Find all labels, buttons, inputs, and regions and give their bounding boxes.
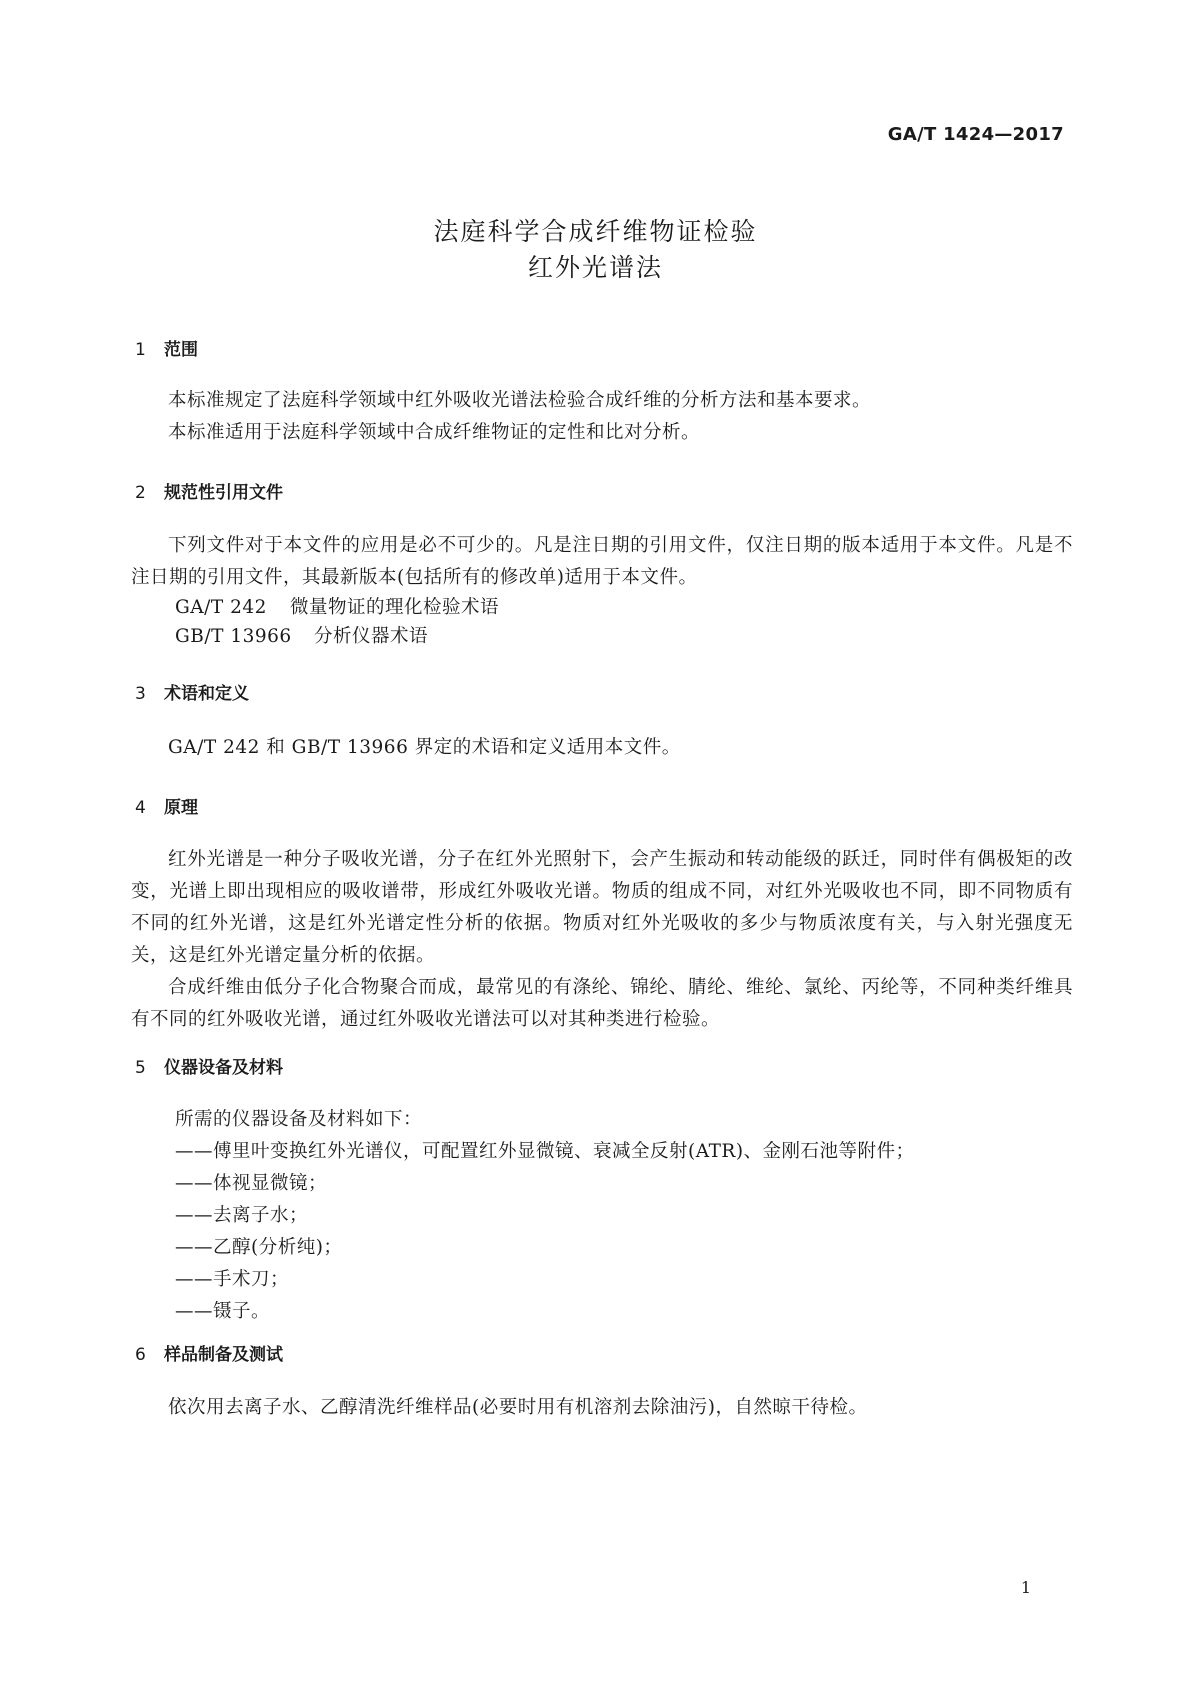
equipment-list bbox=[175, 1104, 915, 1328]
section-2-heading bbox=[135, 478, 283, 503]
section-4-body bbox=[131, 844, 1073, 1036]
section-4-heading bbox=[135, 793, 198, 818]
section-1-heading bbox=[135, 335, 198, 360]
section-number: 6 bbox=[135, 1345, 146, 1365]
paragraph: 下列文件对于本文件的应用是必不可少的。凡是注日期的引用文件，仅注日期的版本适用于本文件。凡是不注日期的引用文件，其最新版本(包括所有的修改单)适用于本文件。 bbox=[131, 535, 1073, 588]
section-6-heading bbox=[135, 1340, 283, 1365]
section-1-body bbox=[131, 385, 1073, 449]
reference-code: GB/T 13966 bbox=[175, 626, 292, 647]
list-item: ——去离子水； bbox=[175, 1205, 309, 1226]
page-number: 1 bbox=[1020, 1578, 1031, 1597]
section-number: 1 bbox=[135, 340, 146, 360]
section-title: 术语和定义 bbox=[164, 684, 249, 704]
list-item: ——手术刀； bbox=[175, 1269, 290, 1290]
paragraph: 本标准规定了法庭科学领域中红外吸收光谱法检验合成纤维的分析方法和基本要求。 bbox=[168, 390, 872, 411]
section-title: 仪器设备及材料 bbox=[164, 1058, 283, 1078]
list-item: ——乙醇(分析纯)； bbox=[175, 1237, 343, 1258]
list-item: ——傅里叶变换红外光谱仪，可配置红外显微镜、衰减全反射(ATR)、金刚石池等附件； bbox=[175, 1141, 915, 1162]
reference-name: 分析仪器术语 bbox=[314, 626, 429, 647]
list-intro: 所需的仪器设备及材料如下： bbox=[175, 1109, 423, 1130]
paragraph: 本标准适用于法庭科学领域中合成纤维物证的定性和比对分析。 bbox=[168, 422, 701, 443]
paragraph: 依次用去离子水、乙醇清洗纤维样品(必要时用有机溶剂去除油污)，自然晾干待检。 bbox=[168, 1397, 868, 1418]
paragraph: 合成纤维由低分子化合物聚合而成，最常见的有涤纶、锦纶、腈纶、维纶、氯纶、丙纶等，不同种类纤维具有不同的红外吸收光谱，通过红外吸收光谱法可以对其种类进行检验。 bbox=[131, 977, 1073, 1030]
paragraph: 红外光谱是一种分子吸收光谱，分子在红外光照射下，会产生振动和转动能级的跃迁，同时伴有偶极矩的改变，光谱上即出现相应的吸收谱带，形成红外吸收光谱。物质的组成不同，对红外光吸收也不同，即不同物质有不同的红外光谱，这是红外光谱定性分析的依据。物质对红外光吸收的多少与物质浓度有关，与入射光强度无关，这是红外光谱定量分析的依据。 bbox=[131, 849, 1073, 966]
section-5-heading bbox=[135, 1053, 283, 1078]
document-title: 法庭科学合成纤维物证检验 bbox=[433, 217, 758, 246]
reference-code: GA/T 242 bbox=[175, 597, 267, 618]
section-number: 4 bbox=[135, 798, 146, 818]
section-3-body bbox=[131, 732, 1073, 764]
section-number: 3 bbox=[135, 684, 146, 704]
reference-name: 微量物证的理化检验术语 bbox=[290, 597, 500, 618]
section-number: 5 bbox=[135, 1058, 146, 1078]
section-title: 原理 bbox=[164, 798, 198, 818]
document-code: GA/T 1424—2017 bbox=[887, 124, 1064, 145]
normative-reference bbox=[175, 593, 499, 619]
section-2-body bbox=[131, 530, 1073, 594]
list-item: ——体视显微镜； bbox=[175, 1173, 328, 1194]
document-subtitle: 红外光谱法 bbox=[527, 253, 663, 282]
section-3-heading bbox=[135, 679, 249, 704]
section-title: 规范性引用文件 bbox=[164, 483, 283, 503]
section-6-body bbox=[131, 1392, 1073, 1424]
section-number: 2 bbox=[135, 483, 146, 503]
normative-reference bbox=[175, 622, 428, 648]
section-title: 范围 bbox=[164, 340, 198, 360]
paragraph: GA/T 242 和 GB/T 13966 界定的术语和定义适用本文件。 bbox=[168, 737, 681, 758]
section-title: 样品制备及测试 bbox=[164, 1345, 283, 1365]
list-item: ——镊子。 bbox=[175, 1301, 271, 1322]
